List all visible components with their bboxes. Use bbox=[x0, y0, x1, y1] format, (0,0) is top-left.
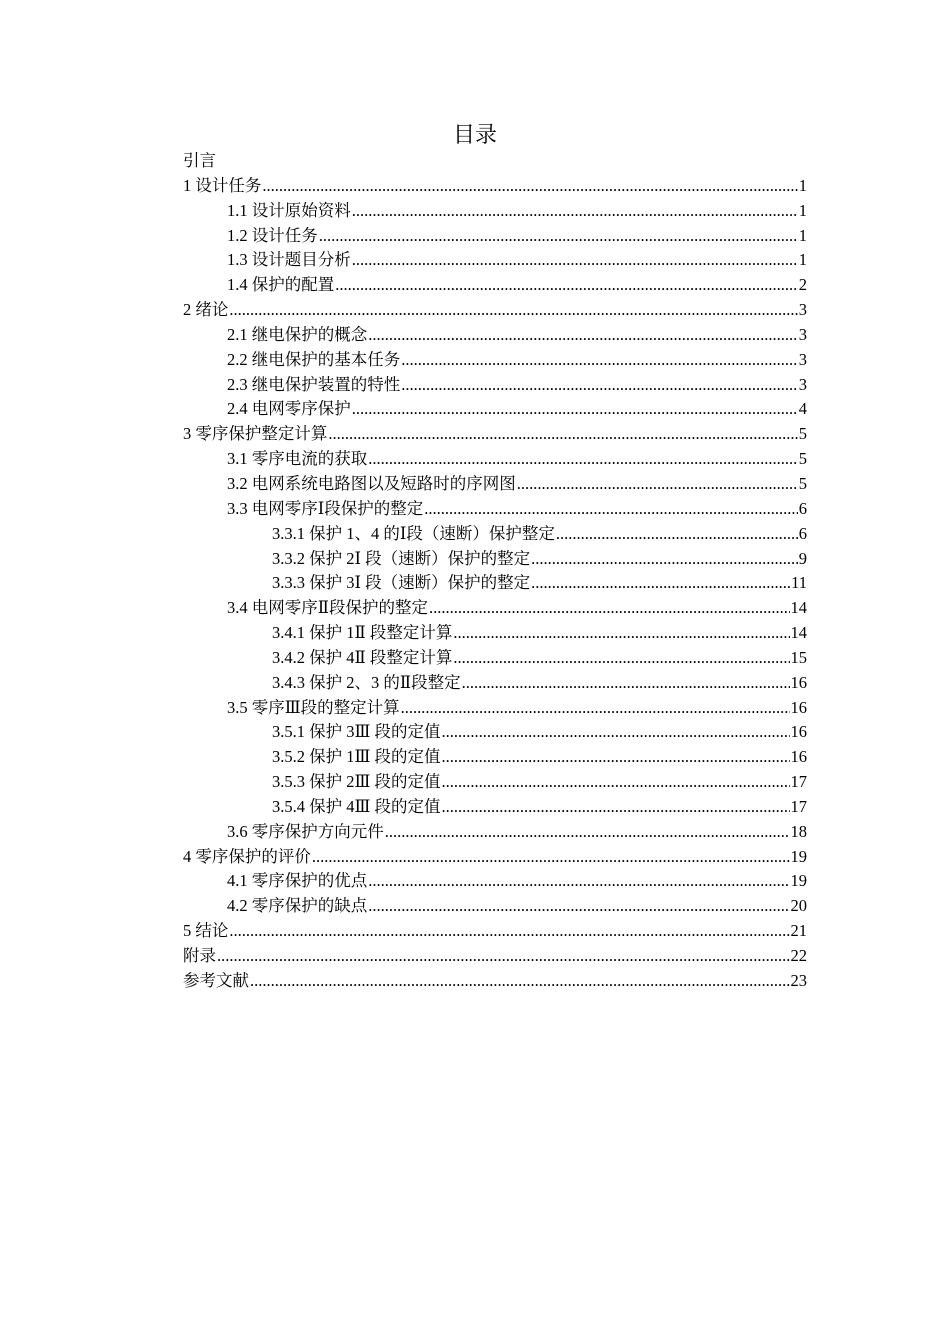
toc-entry-page: 14 bbox=[790, 623, 807, 643]
toc-dot-leader bbox=[556, 522, 798, 547]
toc-entry[interactable] bbox=[183, 646, 807, 671]
toc-entry[interactable] bbox=[183, 795, 807, 820]
toc-entry-title: 引言 bbox=[183, 151, 216, 170]
toc-dot-leader bbox=[401, 348, 798, 373]
toc-entry-title: 1.1 设计原始资料 bbox=[227, 200, 351, 220]
toc-dot-leader bbox=[368, 447, 798, 472]
toc-entry-title: 3.1 零序电流的获取 bbox=[227, 449, 368, 469]
toc-entry[interactable] bbox=[183, 298, 807, 323]
toc-entry[interactable] bbox=[183, 273, 807, 298]
toc-entry-page: 16 bbox=[790, 697, 807, 717]
toc-dot-leader bbox=[352, 397, 798, 422]
toc-entry[interactable] bbox=[183, 348, 807, 373]
toc-entry-title: 3.5.3 保护 2Ⅲ 段的定值 bbox=[272, 772, 441, 792]
toc-entry-title: 3.5.1 保护 3Ⅲ 段的定值 bbox=[272, 722, 441, 742]
toc-dot-leader bbox=[517, 472, 798, 497]
toc-entry-page: 19 bbox=[790, 871, 807, 891]
toc-entry-title: 3.6 零序保护方向元件 bbox=[227, 821, 384, 841]
toc-entry-page: 14 bbox=[790, 598, 807, 618]
toc-entry[interactable] bbox=[183, 497, 807, 522]
toc-entry-page: 6 bbox=[798, 498, 807, 518]
toc-entry-page: 2 bbox=[798, 275, 807, 295]
toc-dot-leader bbox=[442, 745, 790, 770]
toc-dot-leader bbox=[262, 174, 797, 199]
toc-entry-page: 16 bbox=[790, 722, 807, 742]
toc-dot-leader bbox=[385, 820, 790, 845]
toc-entry[interactable] bbox=[183, 149, 807, 174]
toc-dot-leader bbox=[531, 547, 798, 572]
toc-entry[interactable] bbox=[183, 447, 807, 472]
toc-dot-leader bbox=[229, 298, 797, 323]
toc-entry[interactable] bbox=[183, 596, 807, 621]
toc-entry[interactable] bbox=[183, 174, 807, 199]
toc-entry-page: 20 bbox=[790, 896, 807, 916]
toc-dot-leader bbox=[312, 845, 790, 870]
toc-entry-title: 3.4 电网零序Ⅱ段保护的整定 bbox=[227, 598, 428, 618]
toc-entry-title: 3.4.2 保护 4Ⅱ 段整定计算 bbox=[272, 647, 453, 667]
page-title: 目录 bbox=[452, 122, 497, 147]
toc-entry-title: 4.1 零序保护的优点 bbox=[227, 871, 368, 891]
toc-entry-title: 3.3.3 保护 3Ⅰ 段（速断）保护的整定 bbox=[272, 573, 531, 593]
toc-entry-title: 3.5.2 保护 1Ⅲ 段的定值 bbox=[272, 747, 441, 767]
table-of-contents bbox=[183, 149, 807, 994]
toc-entry-title: 1 设计任务 bbox=[183, 175, 262, 195]
toc-entry-title: 3.4.1 保护 1Ⅱ 段整定计算 bbox=[272, 623, 453, 643]
toc-entry[interactable] bbox=[183, 969, 807, 994]
toc-dot-leader bbox=[328, 422, 797, 447]
toc-dot-leader bbox=[368, 323, 798, 348]
toc-dot-leader bbox=[319, 224, 798, 249]
toc-entry-page: 1 bbox=[798, 250, 807, 270]
toc-dot-leader bbox=[217, 944, 790, 969]
toc-entry[interactable] bbox=[183, 472, 807, 497]
toc-entry-page: 3 bbox=[798, 349, 807, 369]
toc-entry[interactable] bbox=[183, 745, 807, 770]
toc-entry-title: 3.4.3 保护 2、3 的Ⅱ段整定 bbox=[272, 672, 461, 692]
toc-entry[interactable] bbox=[183, 820, 807, 845]
toc-entry-title: 3.2 电网系统电路图以及短路时的序网图 bbox=[227, 473, 516, 493]
toc-entry-page: 3 bbox=[798, 374, 807, 394]
toc-dot-leader bbox=[368, 894, 789, 919]
toc-entry-page: 21 bbox=[790, 921, 807, 941]
toc-entry[interactable] bbox=[183, 919, 807, 944]
toc-dot-leader bbox=[401, 696, 790, 721]
toc-dot-leader bbox=[250, 969, 790, 994]
toc-entry-page: 1 bbox=[798, 225, 807, 245]
toc-entry[interactable] bbox=[183, 720, 807, 745]
toc-entry-page: 1 bbox=[798, 200, 807, 220]
toc-dot-leader bbox=[368, 869, 789, 894]
toc-entry[interactable] bbox=[183, 944, 807, 969]
toc-entry[interactable] bbox=[183, 571, 807, 596]
toc-dot-leader bbox=[352, 248, 798, 273]
toc-entry-title: 1.3 设计题目分析 bbox=[227, 250, 351, 270]
toc-entry-page: 17 bbox=[790, 796, 807, 816]
toc-entry-page: 11 bbox=[791, 573, 807, 593]
toc-entry-title: 2.4 电网零序保护 bbox=[227, 399, 351, 419]
toc-entry-page: 3 bbox=[798, 300, 807, 320]
toc-entry-title: 3.5 零序Ⅲ段的整定计算 bbox=[227, 697, 400, 717]
toc-entry-title: 4.2 零序保护的缺点 bbox=[227, 896, 368, 916]
toc-entry-page: 23 bbox=[790, 970, 807, 990]
toc-entry-page: 6 bbox=[798, 523, 807, 543]
toc-dot-leader bbox=[352, 199, 798, 224]
toc-entry-page: 22 bbox=[790, 946, 807, 965]
toc-entry-page: 1 bbox=[798, 175, 807, 195]
toc-entry-page: 4 bbox=[798, 399, 807, 419]
toc-entry[interactable] bbox=[183, 894, 807, 919]
toc-entry-title: 2.2 继电保护的基本任务 bbox=[227, 349, 401, 369]
toc-entry-title: 3.3.1 保护 1、4 的Ⅰ段（速断）保护整定 bbox=[272, 523, 555, 543]
toc-entry[interactable] bbox=[183, 869, 807, 894]
toc-entry-title: 2.1 继电保护的概念 bbox=[227, 324, 368, 344]
toc-dot-leader bbox=[442, 770, 790, 795]
toc-dot-leader bbox=[429, 596, 790, 621]
toc-entry-page: 15 bbox=[790, 647, 807, 667]
toc-entry-title: 4 零序保护的评价 bbox=[183, 846, 311, 866]
toc-entry-title: 5 结论 bbox=[183, 921, 229, 941]
toc-entry-page: 9 bbox=[798, 548, 807, 568]
toc-entry[interactable] bbox=[183, 621, 807, 646]
toc-entry[interactable] bbox=[183, 671, 807, 696]
toc-entry[interactable] bbox=[183, 248, 807, 273]
toc-entry-page: 5 bbox=[798, 473, 807, 493]
toc-entry-page: 19 bbox=[790, 846, 807, 866]
toc-entry-title: 参考文献 bbox=[183, 970, 249, 990]
toc-entry-title: 2 绪论 bbox=[183, 300, 229, 320]
toc-entry[interactable] bbox=[183, 224, 807, 249]
toc-entry[interactable] bbox=[183, 770, 807, 795]
toc-entry-page: 16 bbox=[790, 747, 807, 767]
toc-entry-title: 3.3 电网零序Ⅰ段保护的整定 bbox=[227, 498, 424, 518]
toc-entry[interactable] bbox=[183, 373, 807, 398]
toc-entry-title: 3.5.4 保护 4Ⅲ 段的定值 bbox=[272, 796, 441, 816]
toc-dot-leader bbox=[335, 273, 798, 298]
toc-entry-title: 1.2 设计任务 bbox=[227, 225, 318, 245]
toc-entry-page: 3 bbox=[798, 324, 807, 344]
toc-dot-leader bbox=[531, 571, 790, 596]
toc-dot-leader bbox=[453, 621, 789, 646]
toc-entry-page: 5 bbox=[798, 424, 807, 444]
toc-entry-title: 附录 bbox=[183, 946, 216, 965]
toc-entry[interactable] bbox=[183, 845, 807, 870]
toc-entry-page: 17 bbox=[790, 772, 807, 792]
toc-entry[interactable] bbox=[183, 547, 807, 572]
toc-dot-leader bbox=[442, 795, 790, 820]
toc-entry-page: 5 bbox=[798, 449, 807, 469]
toc-dot-leader bbox=[462, 671, 790, 696]
toc-dot-leader bbox=[401, 373, 798, 398]
toc-dot-leader bbox=[229, 919, 789, 944]
toc-entry-title: 3.3.2 保护 2Ⅰ 段（速断）保护的整定 bbox=[272, 548, 531, 568]
toc-entry-title: 3 零序保护整定计算 bbox=[183, 424, 328, 444]
toc-dot-leader bbox=[453, 646, 789, 671]
toc-entry-page: 16 bbox=[790, 672, 807, 692]
toc-entry[interactable] bbox=[183, 696, 807, 721]
toc-dot-leader bbox=[424, 497, 797, 522]
toc-entry[interactable] bbox=[183, 422, 807, 447]
toc-entry-page: 18 bbox=[790, 821, 807, 841]
toc-dot-leader bbox=[442, 720, 790, 745]
toc-entry[interactable] bbox=[183, 522, 807, 547]
toc-entry[interactable] bbox=[183, 323, 807, 348]
toc-entry[interactable] bbox=[183, 199, 807, 224]
toc-entry[interactable] bbox=[183, 397, 807, 422]
toc-entry-title: 2.3 继电保护装置的特性 bbox=[227, 374, 401, 394]
toc-entry-title: 1.4 保护的配置 bbox=[227, 275, 335, 295]
